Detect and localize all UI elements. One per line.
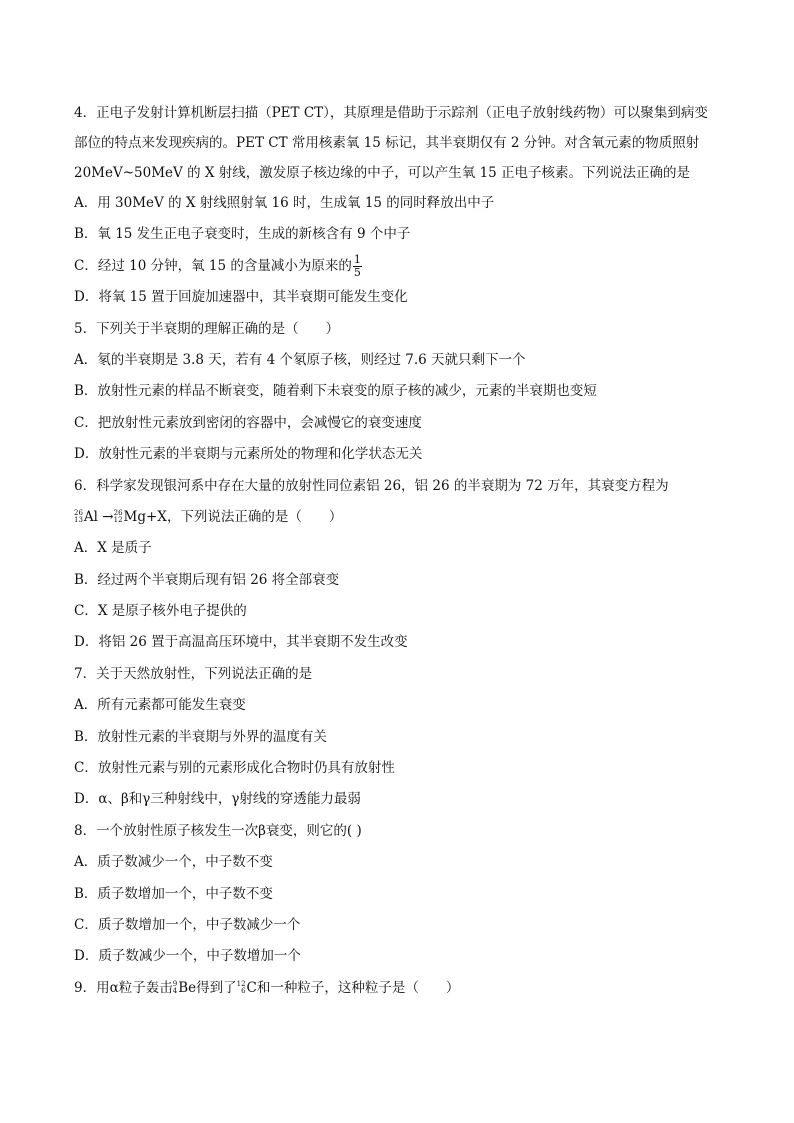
q4-option-a: A．用 30MeV 的 X 射线照射氧 16 时，生成氧 15 的同时释放出中子 bbox=[74, 195, 495, 211]
q6-stem-tail: ，下列说法正确的是（ ） bbox=[166, 508, 343, 525]
q8-stem: 8．一个放射性原子核发生一次β衰变，则它的( ) bbox=[74, 822, 362, 839]
be-symbol: Be bbox=[178, 979, 197, 996]
reaction-arrow: → bbox=[102, 508, 114, 525]
q8-option-c: C．质子数增加一个，中子数减少一个 bbox=[74, 916, 301, 933]
q8-option-d: D．质子数减少一个，中子数增加一个 bbox=[74, 948, 301, 965]
q8-option-b: B．质子数增加一个，中子数不变 bbox=[74, 885, 273, 902]
q9-stem-suffix: 和一种粒子，这种粒子是（ ） bbox=[256, 979, 460, 996]
q4-stem-line-3: 20MeV~50MeV 的 X 射线，激发原子核边缘的中子，可以产生氧 15 正电子核素。下列说法正确的是 bbox=[74, 165, 691, 181]
al-mass-number: 26 bbox=[74, 509, 83, 518]
equation-rest: +X bbox=[146, 508, 167, 525]
q7-option-c: C．放射性元素与别的元素形成化合物时仍具有放射性 bbox=[74, 760, 395, 777]
q8-option-a: A．质子数减少一个，中子数不变 bbox=[74, 854, 273, 871]
q9-stem-prefix: 9．用α粒子轰击 bbox=[74, 979, 173, 996]
mg-isotope-numbers bbox=[114, 510, 123, 524]
q9-stem-mid: 得到了 bbox=[196, 979, 237, 996]
q4-stem-line-2: 部位的特点来发现疾病的。PET CT 常用核素氧 15 标记，其半衰期仅有 2 分钟。对含氧元素的物质照射 bbox=[74, 135, 700, 151]
be-mass-number: 9 bbox=[172, 980, 178, 989]
q7-option-a: A．所有元素都可能发生衰变 bbox=[74, 697, 246, 714]
q9-stem bbox=[74, 973, 734, 1004]
mg-symbol: Mg bbox=[123, 508, 146, 525]
c-isotope-numbers bbox=[237, 981, 246, 995]
q6-decay-equation bbox=[74, 502, 734, 533]
q4-stem-line-1: 4．正电子发射计算机断层扫描（PET CT），其原理是借助于示踪剂（正电子放射线药物）可以聚集到病变 bbox=[74, 105, 708, 121]
q5-option-c: C．把放射性元素放到密闭的容器中，会减慢它的衰变速度 bbox=[74, 414, 422, 431]
q6-option-b: B．经过两个半衰期后现有铝 26 将全部衰变 bbox=[74, 571, 340, 588]
fraction-one-fifth bbox=[353, 254, 362, 279]
al-atomic-number: 13 bbox=[74, 516, 83, 525]
q7-option-b: B．放射性元素的半衰期与外界的温度有关 bbox=[74, 728, 327, 745]
al-symbol: Al bbox=[83, 508, 98, 525]
c-mass-number: 12 bbox=[236, 980, 246, 989]
mg-mass-number: 26 bbox=[113, 509, 123, 518]
q4-option-c-text: C．经过 10 分钟，氧 15 的含量减小为原来的 bbox=[74, 257, 352, 274]
be-isotope-numbers bbox=[173, 981, 177, 995]
q5-option-d: D．放射性元素的半衰期与元素所处的物理和化学状态无关 bbox=[74, 446, 423, 463]
question-content bbox=[74, 98, 734, 1004]
q6-option-c: C．X 是原子核外电子提供的 bbox=[74, 603, 247, 620]
c-symbol: C bbox=[246, 979, 257, 996]
mg-atomic-number: 12 bbox=[113, 516, 123, 525]
fraction-denominator: 5 bbox=[353, 265, 361, 279]
al-isotope-numbers bbox=[74, 510, 83, 524]
q7-stem: 7．关于天然放射性，下列说法正确的是 bbox=[74, 665, 313, 682]
q5-option-b: B．放射性元素的样品不断衰变，随着剩下未衰变的原子核的减少，元素的半衰期也变短 bbox=[74, 383, 597, 400]
q6-stem: 6．科学家发现银河系中存在大量的放射性同位素铝 26，铝 26 的半衰期为 72 万年，其衰变方程为 bbox=[74, 477, 669, 494]
q4-option-d: D．将氧 15 置于回旋加速器中，其半衰期可能发生变化 bbox=[74, 289, 408, 306]
c-atomic-number: 6 bbox=[241, 987, 246, 996]
be-atomic-number: 4 bbox=[172, 987, 178, 996]
fraction-numerator: 1 bbox=[353, 252, 361, 266]
q6-option-a: A．X 是质子 bbox=[74, 540, 152, 557]
q4-option-b: B．氧 15 发生正电子衰变时，生成的新核含有 9 个中子 bbox=[74, 226, 411, 243]
q5-option-a: A．氡的半衰期是 3.8 天，若有 4 个氡原子核，则经过 7.6 天就只剩下一个 bbox=[74, 351, 526, 368]
q6-option-d: D．将铝 26 置于高温高压环境中，其半衰期不发生改变 bbox=[74, 634, 408, 651]
q7-option-d: D．α、β和γ三种射线中，γ射线的穿透能力最弱 bbox=[74, 791, 361, 808]
q5-stem: 5．下列关于半衰期的理解正确的是（ ） bbox=[74, 320, 340, 337]
q4-option-c bbox=[74, 251, 734, 282]
